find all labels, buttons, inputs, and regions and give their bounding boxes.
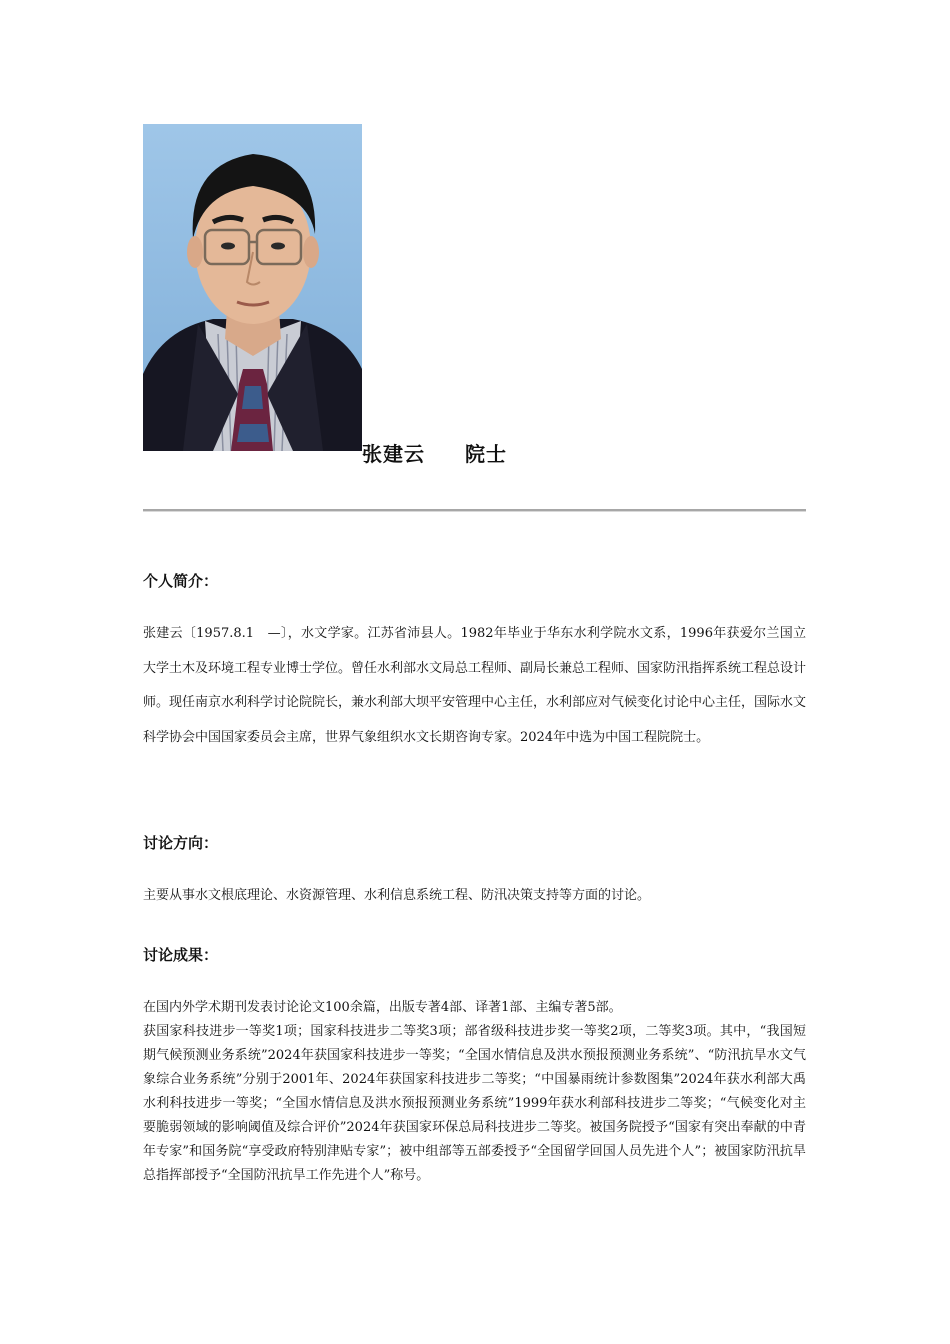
person-name: 张建云 xyxy=(362,442,425,466)
results-text xyxy=(143,996,806,1188)
results-heading: 讨论成果： xyxy=(143,946,219,964)
person-title: 院士 xyxy=(465,442,507,466)
portrait-illustration xyxy=(143,124,362,451)
horizontal-divider xyxy=(143,509,806,512)
name-title-line xyxy=(362,438,507,467)
results-paragraph-awards: 获国家科技进步一等奖1项；国家科技进步二等奖3项；部省级科技进步奖一等奖2项，二等奖3项。其中，“我国短期气候预测业务系统”2024年获国家科技进步一等奖；“全国水情信息及洪水预报预测业务系统”、“防汛抗旱水文气象综合业务系统”分别于2001年、2024年获国家科技进步二等奖；“中国暴雨统计参数图集”2024年获水利部大禹水利科技进步一等奖；“全国水情信息及洪水预报预测业务系统”1999年获水利部科技进步二等奖；“气候变化对主要脆弱领域的影响阈值及综合评价”2024年获国家环保总局科技进步二等奖。被国务院授予“国家有突出奉献的中青年专家”和国务院“享受政府特别津贴专家”；被中组部等五部委授予“全国留学回国人员先进个人”；被国家防汛抗旱总指挥部授予“全国防汛抗旱工作先进个人”称号。 xyxy=(143,1024,806,1183)
intro-heading: 个人简介： xyxy=(143,572,219,590)
portrait-photo xyxy=(143,124,362,451)
results-paragraph-publications: 在国内外学术期刊发表讨论论文100余篇，出版专著4部、译著1部、主编专著5部。 xyxy=(143,1000,622,1015)
direction-text: 主要从事水文根底理论、水资源管理、水利信息系统工程、防汛决策支持等方面的讨论。 xyxy=(143,888,651,903)
intro-text: 张建云〔1957.8.1 —〕，水文学家。江苏省沛县人。1982年毕业于华东水利学院水文系，1996年获爱尔兰国立大学土木及环境工程专业博士学位。曾任水利部水文局总工程师、副局长兼总工程师、国家防汛指挥系统工程总设计师。现任南京水利科学讨论院院长，兼水利部大坝平安管理中心主任，水利部应对气候变化讨论中心主任，国际水文科学协会中国国家委员会主席，世界气象组织水文长期咨询专家。2024年中选为中国工程院院士。 xyxy=(143,626,807,745)
direction-heading: 讨论方向： xyxy=(143,834,219,852)
